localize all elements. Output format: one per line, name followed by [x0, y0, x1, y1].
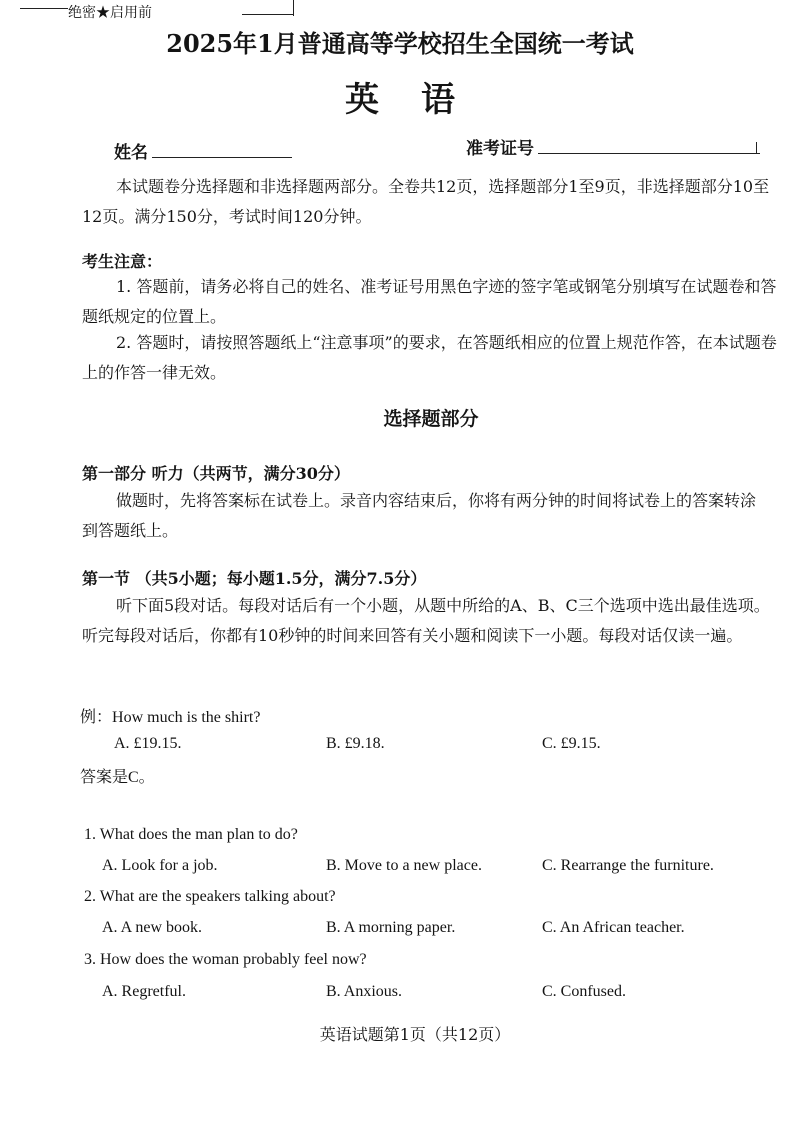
example-option-a: A. £19.15. [114, 735, 182, 752]
question-2-stem: 2. What are the speakers talking about? [84, 888, 336, 905]
example-option-c: C. £9.15. [542, 735, 601, 752]
example-question-text: How much is the shirt? [112, 709, 261, 726]
part1-heading: 第一部分 听力（共两节，满分30分） [82, 464, 350, 483]
name-label: 姓名 [114, 143, 148, 163]
intro-paragraph: 本试题卷分选择题和非选择题两部分。全卷共12页，选择题部分1至9页，非选择题部分10至12页。满分150分，考试时间120分钟。 [82, 177, 770, 226]
secret-mark: 绝密★启用前 [68, 5, 152, 21]
section1-instruction: 听下面5段对话。每段对话后有一个小题，从题中所给的A、B、C三个选项中选出最佳选项。听完每段对话后，你都有10秒钟的时间来回答有关小题和阅读下一小题。每段对话仅读一遍。 [82, 596, 770, 645]
notice-title: 考生注意： [82, 252, 163, 271]
subject-title: 英语 [345, 80, 497, 120]
notice-item-1: 1. 答题前，请务必将自己的姓名、准考证号用黑色字迹的签字笔或钢笔分别填写在试题卷和答题纸规定的位置上。 [82, 277, 777, 326]
question-3-option-c: C. Confused. [542, 983, 626, 1000]
header-rule-right [242, 14, 294, 15]
id-field-line [538, 153, 760, 154]
name-field-line [152, 157, 292, 158]
question-1-option-a: A. Look for a job. [102, 857, 218, 874]
section-title: 选择题部分 [383, 408, 479, 430]
question-2-option-a: A. A new book. [102, 919, 202, 936]
question-1-stem: 1. What does the man plan to do? [84, 826, 298, 843]
part1-instruction: 做题时，先将答案标在试卷上。录音内容结束后，你将有两分钟的时间将试卷上的答案转涂到答题纸上。 [82, 491, 757, 540]
question-1-option-b: B. Move to a new place. [326, 857, 482, 874]
example-answer: 答案是C。 [80, 769, 155, 786]
example-option-b: B. £9.18. [326, 735, 385, 752]
section1-heading: 第一节 （共5小题；每小题1.5分，满分7.5分） [82, 569, 427, 588]
example-question [80, 704, 260, 727]
question-2-option-b: B. A morning paper. [326, 919, 456, 936]
id-field-tick [756, 142, 757, 154]
id-label: 准考证号 [466, 139, 534, 159]
header-rule-left [20, 8, 68, 9]
question-2-option-c: C. An African teacher. [542, 919, 685, 936]
header-rule-tick [293, 0, 294, 16]
question-3-option-b: B. Anxious. [326, 983, 403, 1000]
page-footer: 英语试题第1页（共12页） [319, 1025, 511, 1044]
question-3-stem: 3. How does the woman probably feel now? [84, 951, 367, 968]
example-label: 例： [80, 709, 113, 726]
question-1-option-c: C. Rearrange the furniture. [542, 857, 714, 874]
exam-title: 2025年1月普通高等学校招生全国统一考试 [166, 29, 634, 58]
question-3-option-a: A. Regretful. [102, 983, 186, 1000]
notice-item-2: 2. 答题时，请按照答题纸上“注意事项”的要求，在答题纸相应的位置上规范作答，在本试题卷上的作答一律无效。 [82, 333, 777, 382]
